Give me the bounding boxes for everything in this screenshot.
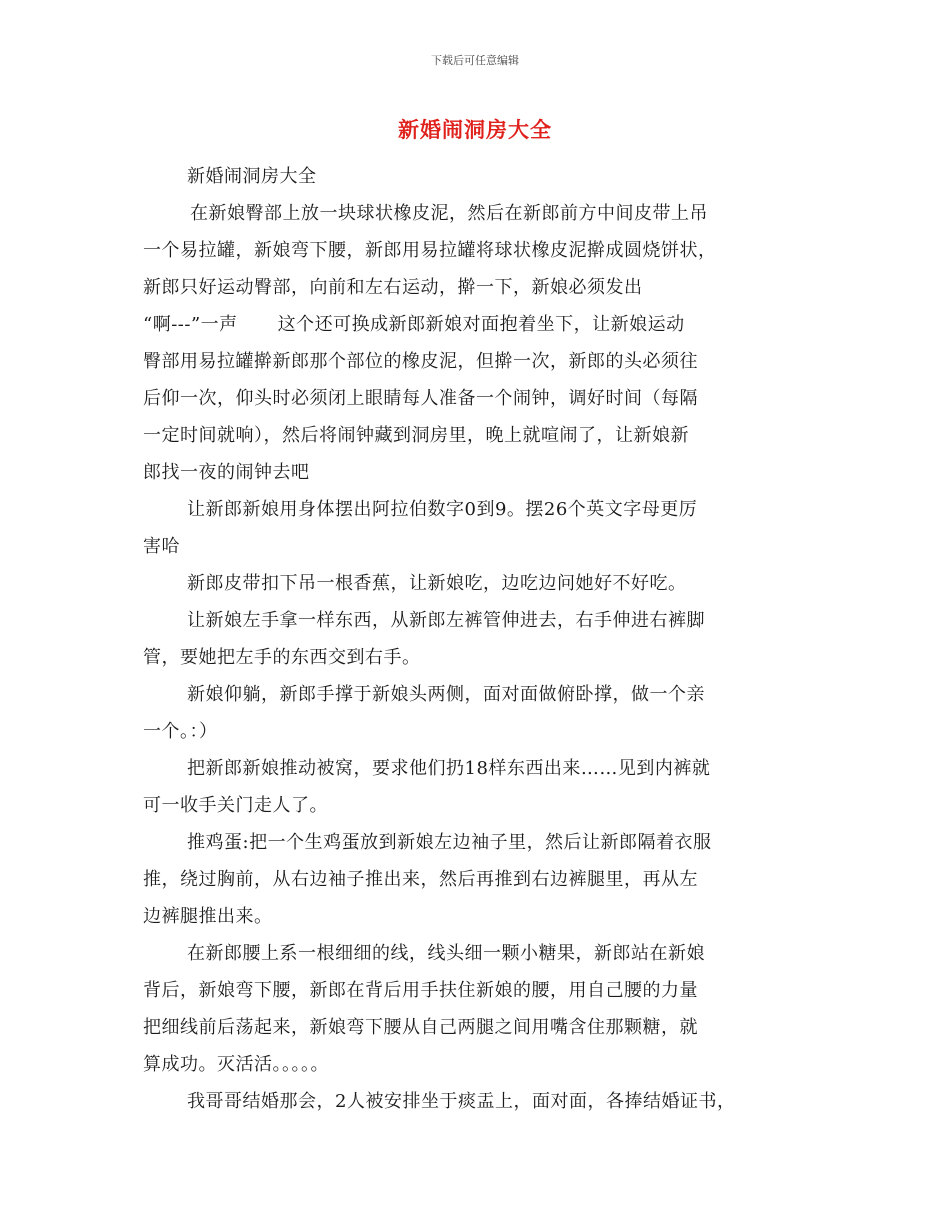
text-line [143, 454, 809, 491]
page-header: 下载后可任意编辑 [431, 54, 519, 67]
text-line-content: 边裤腿推出来。 [143, 906, 273, 927]
text-line-content: “啊---”一声 [143, 314, 238, 335]
text-line-content: 一个易拉罐，新娘弯下腰，新郎用易拉罐将球状橡皮泥擀成圆烧饼状， [143, 240, 717, 261]
text-line [143, 528, 809, 565]
text-line-content: 在新郎腰上系一根细细的线，线头细一颗小糖果，新郎站在新娘 [187, 943, 705, 964]
text-line-content: 郎找一夜的闹钟去吧 [143, 462, 310, 483]
text-line [143, 1083, 809, 1120]
text-line [143, 861, 809, 898]
text-line-content: 背后，新娘弯下腰，新郎在背后用手扶住新娘的腰，用自己腰的力量 [143, 980, 698, 1001]
text-line [143, 713, 809, 750]
text-line-content: 算成功。灭活活。。。。。 [143, 1054, 329, 1075]
text-line [143, 935, 809, 972]
text-line-content: 一定时间就响），然后将闹钟藏到洞房里，晚上就喧闹了，让新娘新 [143, 425, 689, 446]
text-line-tail: 这个还可换成新郎新娘对面抱着坐下，让新娘运动 [277, 314, 685, 335]
text-line [143, 269, 809, 306]
text-line-content: 推鸡蛋:把一个生鸡蛋放到新娘左边袖子里，然后让新郎隔着衣服 [187, 832, 712, 853]
text-line-content: 害哈 [143, 536, 180, 557]
text-line [143, 972, 809, 1009]
text-line-content: 新郎皮带扣下吊一根香蕉，让新娘吃，边吃边问她好不好吃。 [187, 573, 687, 594]
text-line [143, 232, 809, 269]
text-line [143, 602, 809, 639]
text-line [143, 1046, 809, 1083]
text-line [143, 676, 809, 713]
text-line [143, 195, 809, 232]
text-line [143, 380, 809, 417]
text-line [143, 787, 809, 824]
text-line-content: 可一收手关门走人了。 [143, 795, 328, 816]
text-line [143, 343, 809, 380]
text-line-content: 我哥哥结婚那会，2人被安排坐于痰盂上，面对面，各捧结婚证书， [187, 1091, 736, 1112]
text-line [143, 417, 809, 454]
text-line [143, 158, 809, 195]
text-line-content: 在新娘臀部上放一块球状橡皮泥，然后在新郎前方中间皮带上吊 [190, 203, 708, 224]
text-line-content: 新娘仰躺，新郎手撑于新娘头两侧，面对面做俯卧撑，做一个亲 [187, 684, 705, 705]
text-line-content: 让新郎新娘用身体摆出阿拉伯数字0到9。摆26个英文字母更厉 [187, 499, 698, 520]
text-line-content: 推，绕过胸前，从右边袖子推出来，然后再推到右边裤腿里，再从左 [143, 869, 698, 890]
text-line [143, 898, 809, 935]
text-line-content: 后仰一次，仰头时必须闭上眼睛每人准备一个闹钟，调好时间（每隔 [143, 388, 698, 409]
text-line-content: 把细线前后荡起来，新娘弯下腰从自己两腿之间用嘴含住那颗糖，就 [143, 1017, 698, 1038]
text-line [143, 639, 809, 676]
text-line-content: 管，要她把左手的东西交到右手。 [143, 647, 421, 668]
text-line [143, 824, 809, 861]
text-line [143, 1009, 809, 1046]
text-line-content: 把新郎新娘推动被窝，要求他们扔18样东西出来……见到内裤就 [187, 758, 711, 779]
text-line-content: 新婚闹洞房大全 [187, 166, 317, 187]
text-line-content: 让新娘左手拿一样东西，从新郎左裤管伸进去，右手伸进右裤脚 [187, 610, 705, 631]
text-line [143, 565, 809, 602]
text-line [143, 306, 809, 343]
document-body [143, 158, 809, 1120]
text-line [143, 750, 809, 787]
text-line-content: 臀部用易拉罐擀新郎那个部位的橡皮泥，但擀一次，新郎的头必须往 [143, 351, 698, 372]
text-line-content: 一个。：） [143, 721, 218, 742]
text-line [143, 491, 809, 528]
document-title: 新婚闹洞房大全 [398, 118, 552, 142]
text-line-content: 新郎只好运动臀部，向前和左右运动，擀一下，新娘必须发出 [143, 277, 643, 298]
